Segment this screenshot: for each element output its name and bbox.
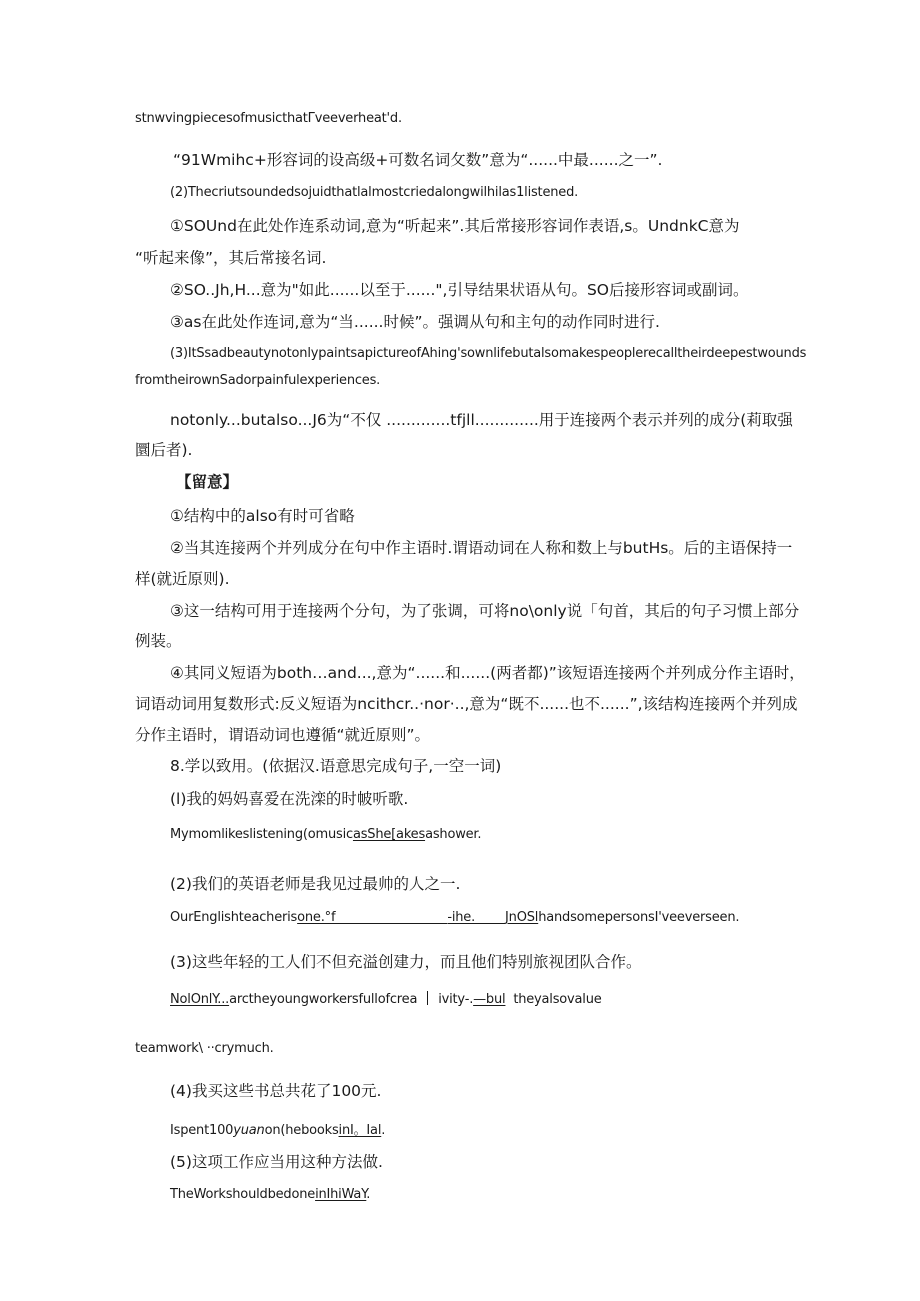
- example-sentence: fromtheirownSadorpainfulexperiences.: [135, 373, 381, 388]
- text-line: “听起来像”，其后常接名词.: [135, 249, 327, 267]
- text-line: ③as在此处作连词,意为“当......时候”。强调从句和主句的动作同时进行.: [170, 313, 660, 331]
- filled-blank: asShe[akes: [352, 827, 426, 842]
- note-item: 词语动词用复数形式:反义短语为ncithcr..·nor·..,意为“既不......也不......”,该结构连接两个并列成: [135, 695, 798, 713]
- text-line: “91Wmihc+形容词的设高级+可数名词攵数”意为“......中最......之一”.: [173, 151, 663, 169]
- answer-text: TheWorkshouldbedone: [170, 1187, 316, 1202]
- answer-text: yuan: [233, 1123, 265, 1138]
- note-item: 样(就近原则).: [135, 570, 230, 588]
- answer-text: arctheyoungworkersfullofcrea: [229, 992, 418, 1007]
- question-answer: [170, 1122, 385, 1140]
- answer-text: .: [366, 1187, 371, 1202]
- answer-text: OurEnglishteacheris: [170, 910, 298, 925]
- note-item: ③这一结构可用于连接两个分句，为了张调，可将no\only说「句首，其后的句子习惯上部分: [170, 602, 800, 620]
- answer-text: ashower.: [425, 827, 482, 842]
- filled-blank: JnOSl: [505, 910, 539, 925]
- separator: [427, 991, 428, 1005]
- answer-text: Ispent100: [170, 1123, 234, 1138]
- question-chinese: (4)我买这些书总共花了100元.: [170, 1082, 382, 1100]
- answer-text: (omusic: [302, 827, 353, 842]
- answer-blank: [475, 909, 505, 924]
- note-heading: 【留意】: [176, 473, 239, 491]
- example-sentence: (3)ItSsadbeautynotonlypaintsapictureofAhing'sownlifebutalsomakespeoplerecalltheirdeepestwounds: [170, 346, 807, 361]
- filled-blank: inIhiWaY: [315, 1187, 367, 1202]
- text-line: stnwvingpiecesofmusicthatΓveeverheat'd.: [135, 111, 402, 126]
- filled-blank: inI。Ial: [338, 1123, 382, 1138]
- note-item: ②当其连接两个并列成分在句中作主语时.谓语动词在人称和数上与butHs。后的主语保持一: [170, 539, 793, 557]
- filled-blank: one.°f: [297, 910, 336, 925]
- text-line: ②SO..Jh,H...意为"如此......以至于......",引导结果状语从句。SO后接形容词或副词。: [170, 281, 749, 299]
- note-item: 例装。: [135, 632, 182, 650]
- question-answer: teamwork\ ··crymuch.: [135, 1041, 274, 1056]
- question-chinese: (5)这项工作应当用这种方法做.: [170, 1153, 383, 1171]
- exercise-title: 8.学以致用。(依据汉.语意思完成句子,一空一词): [170, 757, 502, 775]
- filled-blank: —bul: [473, 992, 506, 1007]
- answer-text: handsomepersonsI'veeverseen.: [538, 910, 740, 925]
- answer-text: .: [381, 1123, 386, 1138]
- answer-text: theyalsovalue: [513, 992, 602, 1007]
- question-answer: [170, 991, 602, 1009]
- question-answer: [170, 826, 481, 844]
- question-chinese: (2)我们的英语老师是我见过最帅的人之一.: [170, 875, 461, 893]
- question-answer: [170, 909, 739, 927]
- filled-blank: NolOnlY...: [170, 992, 230, 1007]
- text-line: ①SOUnd在此处作连系动词,意为“听起来”.其后常接形容词作表语,s。UndnkC意为: [170, 217, 740, 235]
- text-line: notonly...butalso...J6为“不仅 .............tfjll.............用于连接两个表示并列的成分(莉取强: [170, 411, 793, 429]
- note-item: ④其同义短语为both…and...,意为“......和......(两者都)”该短语连接两个并列成分作主语时，: [170, 664, 805, 682]
- note-item: 分作主语时，谓语动词也遵循“就近原则”。: [135, 726, 431, 744]
- filled-blank: -ihe.: [447, 910, 476, 925]
- answer-text: ivity-.: [438, 992, 474, 1007]
- question-answer: [170, 1186, 370, 1204]
- question-chinese: (3)这些年轻的工人们不但充溢创建力，而且他们特别旅视团队合作。: [170, 953, 642, 971]
- answer-text: Mymomlikeslistening: [170, 827, 303, 842]
- example-sentence: (2)Thecriutsoundedsojuidthatlalmostcriedalongwilhilas1listened.: [170, 185, 579, 200]
- text-line: 圜后者).: [135, 441, 193, 459]
- note-item: ①结构中的also有时可省略: [170, 507, 355, 525]
- answer-text: on(hebooks: [264, 1123, 339, 1138]
- answer-blank: [335, 909, 447, 924]
- question-chinese: (l)我的妈妈喜爱在洗滦的时帔听歌.: [170, 790, 409, 808]
